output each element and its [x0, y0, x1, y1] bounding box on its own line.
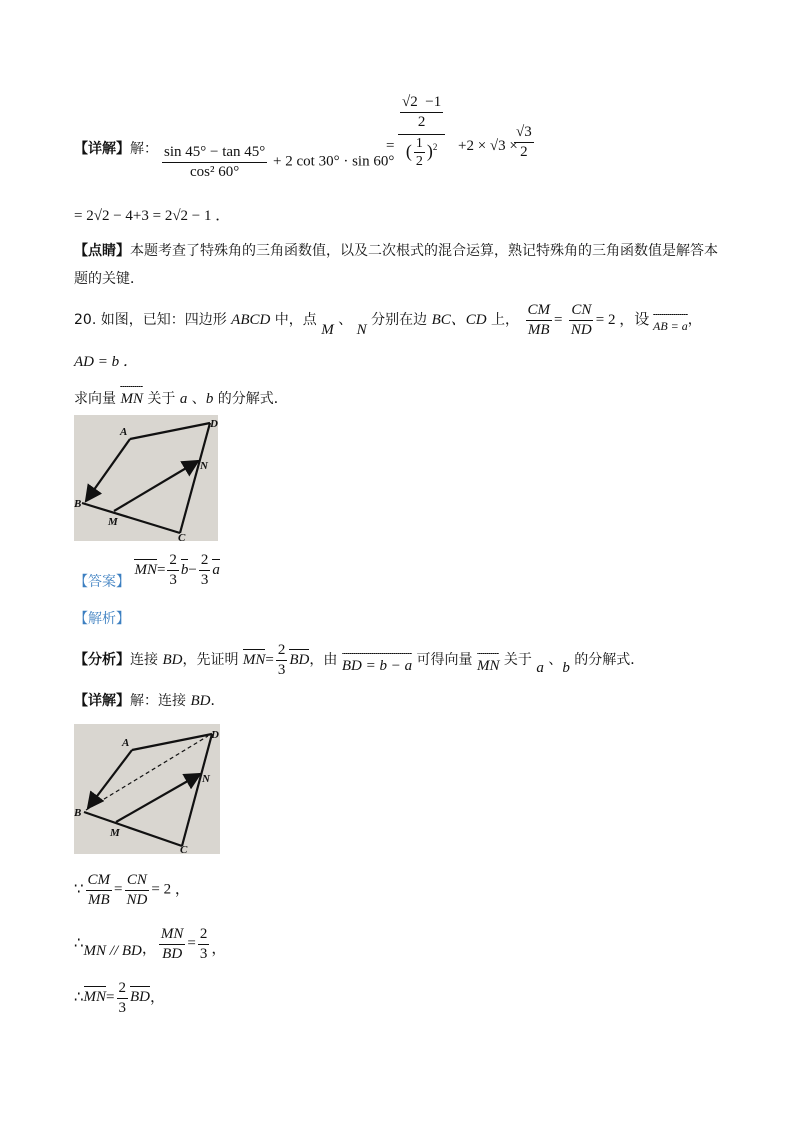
comment-text: 本题考查了特殊角的三角函数值，以及二次根式的混合运算，熟记特殊角的三角函数值是解答本 — [130, 243, 718, 259]
fenxi-frac — [276, 642, 288, 678]
rhs-tail-fraction — [514, 124, 534, 160]
p20-frac-1 — [526, 302, 553, 338]
step-1-f2-top: CN — [125, 872, 149, 891]
step-1-f1-top: CM — [86, 872, 113, 891]
detail-2-line — [74, 690, 224, 710]
label-d-2: D — [211, 729, 219, 741]
p20-l3-mid: 关于 — [142, 391, 180, 407]
rhs-two: 2 — [417, 113, 426, 130]
problem-20-line-3 — [74, 388, 288, 408]
step-1-tail: = 2 ， — [151, 881, 190, 898]
p20-mid: 中，点 — [270, 312, 322, 328]
p20-frac1-top: CM — [526, 302, 553, 321]
fenxi-a: a — [536, 660, 544, 676]
lhs-numerator: sin 45° − tan 45° — [162, 144, 267, 163]
fenxi-bd2: BD — [289, 652, 310, 668]
label-b-2: B — [74, 807, 82, 819]
edge-ab — [86, 439, 130, 501]
label-m-2: M — [110, 827, 120, 839]
fenxi-frac-top: 2 — [276, 642, 288, 661]
problem-20-line-2: AD = b ． — [74, 354, 138, 370]
step-2-eq: = — [187, 935, 196, 952]
step-1-frac-2 — [125, 872, 150, 908]
p20-eq: = — [554, 312, 563, 328]
label-m: M — [108, 516, 118, 528]
fenxi-t1: 连接 — [130, 652, 163, 668]
answer-eq: = — [156, 562, 166, 578]
answer-var-b: b — [180, 562, 189, 578]
figure-quadrilateral-2 — [74, 724, 220, 854]
step-3-rhs: BD — [130, 989, 151, 1006]
p20-eq-val: = 2 ，设 — [595, 312, 653, 328]
edge-bc-2 — [84, 812, 182, 846]
fenxi-t4: 可得向量 — [412, 652, 477, 668]
step-2-f1-top: MN — [159, 926, 186, 945]
comment-line-1 — [74, 240, 718, 260]
fenxi-sep: 、 — [543, 652, 563, 668]
edge-ad — [130, 423, 210, 439]
step-3-f-bottom: 3 — [118, 999, 127, 1016]
p20-prefix: 20. 如图，已知：四边形 — [74, 312, 232, 328]
fenxi-bd: BD — [162, 652, 183, 668]
p20-l3-suffix: 的分解式． — [213, 391, 288, 407]
step-2-f2-bottom: 3 — [199, 945, 208, 962]
rhs-minus-one: −1 — [425, 94, 442, 110]
p20-comma: ， — [687, 312, 702, 328]
comment-label: 【点睛】 — [74, 243, 130, 259]
figure-quadrilateral-1 — [74, 415, 218, 541]
answer-block — [74, 552, 220, 588]
result-line: = 2√2 − 4+3 = 2√2 − 1 ． — [74, 208, 231, 224]
label-n-2: N — [202, 773, 210, 785]
fenxi-mn2: MN — [476, 658, 500, 674]
label-a: A — [120, 426, 128, 438]
label-c-2: C — [180, 844, 188, 854]
step-3-tail: ， — [150, 989, 166, 1006]
step-2-therefore: ∴ — [74, 935, 84, 952]
step-2 — [74, 926, 226, 962]
detail-2-end: ． — [210, 693, 225, 709]
fenxi-frac-bottom: 3 — [277, 661, 286, 678]
answer-label: 【答案】 — [74, 574, 130, 590]
step-1-frac-1 — [86, 872, 113, 908]
vector-mn — [114, 461, 198, 511]
p20-a: a — [179, 391, 188, 407]
answer-lhs: MN — [134, 562, 157, 578]
rhs-tail: +2 × √3 × — [458, 138, 518, 154]
fenxi-eq: = — [265, 652, 274, 668]
p20-quad: ABCD — [231, 312, 271, 328]
edge-ab-2 — [88, 750, 132, 808]
step-1-f1-bottom: MB — [87, 891, 110, 908]
step-2-parallel: MN // BD — [83, 943, 142, 960]
lhs-expression — [160, 144, 394, 180]
rhs-half-bottom: 2 — [415, 154, 423, 170]
step-1-because: ∵ — [74, 881, 84, 898]
figure-1-svg — [74, 415, 218, 541]
answer-frac-2 — [199, 552, 211, 588]
edge-bc — [82, 503, 180, 533]
fenxi-t3: ，由 — [309, 652, 342, 668]
lhs-denominator: cos² 60° — [190, 163, 240, 180]
p20-sep: 、 — [333, 312, 357, 328]
p20-b: b — [205, 391, 214, 407]
p20-frac1-bottom: MB — [527, 321, 550, 338]
step-3-therefore: ∴ — [74, 989, 84, 1006]
step-2-frac-1 — [159, 926, 186, 962]
fenxi-b: b — [562, 660, 570, 676]
detail-1-lead: 解： — [130, 141, 158, 157]
fenxi-t6: 的分解式． — [569, 652, 645, 668]
answer-f2-top: 2 — [199, 552, 211, 571]
comment-line-2: 题的关键． — [74, 271, 144, 287]
lhs-plus-term: + 2 cot 30° · sin 60° — [273, 153, 395, 170]
step-1 — [74, 872, 190, 908]
step-2-frac-2 — [198, 926, 210, 962]
fenxi-mn: MN — [242, 652, 266, 668]
edge-dc-2 — [182, 734, 212, 846]
step-2-f2-top: 2 — [198, 926, 210, 945]
step-1-f2-bottom: ND — [126, 891, 148, 908]
p20-sides: BC、CD — [431, 312, 487, 328]
label-n: N — [200, 460, 208, 472]
rhs-equals: = — [386, 138, 395, 154]
vector-mn-2 — [116, 774, 200, 822]
step-2-comma: ， — [141, 941, 157, 958]
step-3 — [74, 980, 165, 1016]
p20-frac2-bottom: ND — [570, 321, 592, 338]
analysis-label: 【解析】 — [74, 611, 130, 627]
step-2-tail: ， — [211, 941, 227, 958]
step-2-f1-bottom: BD — [162, 945, 183, 962]
step-3-eq: = — [106, 989, 115, 1006]
p20-frac2-top: CN — [569, 302, 593, 321]
p20-vec-ab: AB = a — [652, 319, 688, 333]
step-3-f-top: 2 — [117, 980, 129, 999]
rhs-sqrt2: √2 — [402, 94, 418, 110]
detail-2-text: 解：连接 — [130, 693, 191, 709]
p20-l3-prefix: 求向量 — [74, 391, 121, 407]
answer-var-a: a — [212, 562, 220, 578]
label-b: B — [74, 498, 82, 510]
rhs-half-top: 1 — [414, 136, 425, 153]
p20-mid3: 上， — [486, 312, 520, 328]
p20-frac-2 — [569, 302, 594, 338]
fenxi-line — [74, 642, 644, 678]
edge-dc — [180, 423, 210, 533]
rhs-tail-num: √3 — [514, 124, 534, 143]
label-a-2: A — [122, 737, 130, 749]
problem-20-line-1 — [74, 302, 702, 338]
step-1-eq: = — [114, 881, 123, 898]
p20-mid2: 分别在边 — [366, 312, 432, 328]
answer-f1-bottom: 3 — [169, 571, 177, 588]
fenxi-t2: ，先证明 — [182, 652, 243, 668]
p20-point-n: N — [356, 322, 367, 338]
p20-point-m: M — [321, 322, 334, 338]
fenxi-label: 【分析】 — [74, 652, 130, 668]
answer-minus: − — [188, 562, 197, 578]
rhs-exponent: 2 — [432, 142, 438, 153]
answer-f2-bottom: 3 — [200, 571, 209, 588]
answer-frac-1 — [167, 552, 179, 588]
figure-2-svg — [74, 724, 220, 854]
rhs-tail-den: 2 — [520, 143, 528, 160]
rhs-big-fraction: $\frac{√2 -1}{2}$ ( $\frac{1}{2}$ )$^2$ — [398, 94, 445, 170]
step-3-lhs: MN — [83, 989, 107, 1006]
step-3-frac — [117, 980, 129, 1016]
detail-1-block — [74, 94, 594, 196]
fenxi-bd-expr: BD = b − a — [341, 658, 413, 674]
answer-f1-top: 2 — [167, 552, 179, 571]
p20-vec-mn: MN — [120, 391, 143, 407]
label-d: D — [210, 418, 218, 430]
detail-1-label: 【详解】 — [74, 141, 130, 157]
detail-2-label: 【详解】 — [74, 693, 130, 709]
label-c: C — [178, 532, 186, 541]
detail-2-bd: BD — [190, 693, 211, 709]
edge-ad-2 — [132, 734, 212, 750]
p20-l3-sep: 、 — [187, 391, 206, 407]
fenxi-t5: 关于 — [499, 652, 537, 668]
